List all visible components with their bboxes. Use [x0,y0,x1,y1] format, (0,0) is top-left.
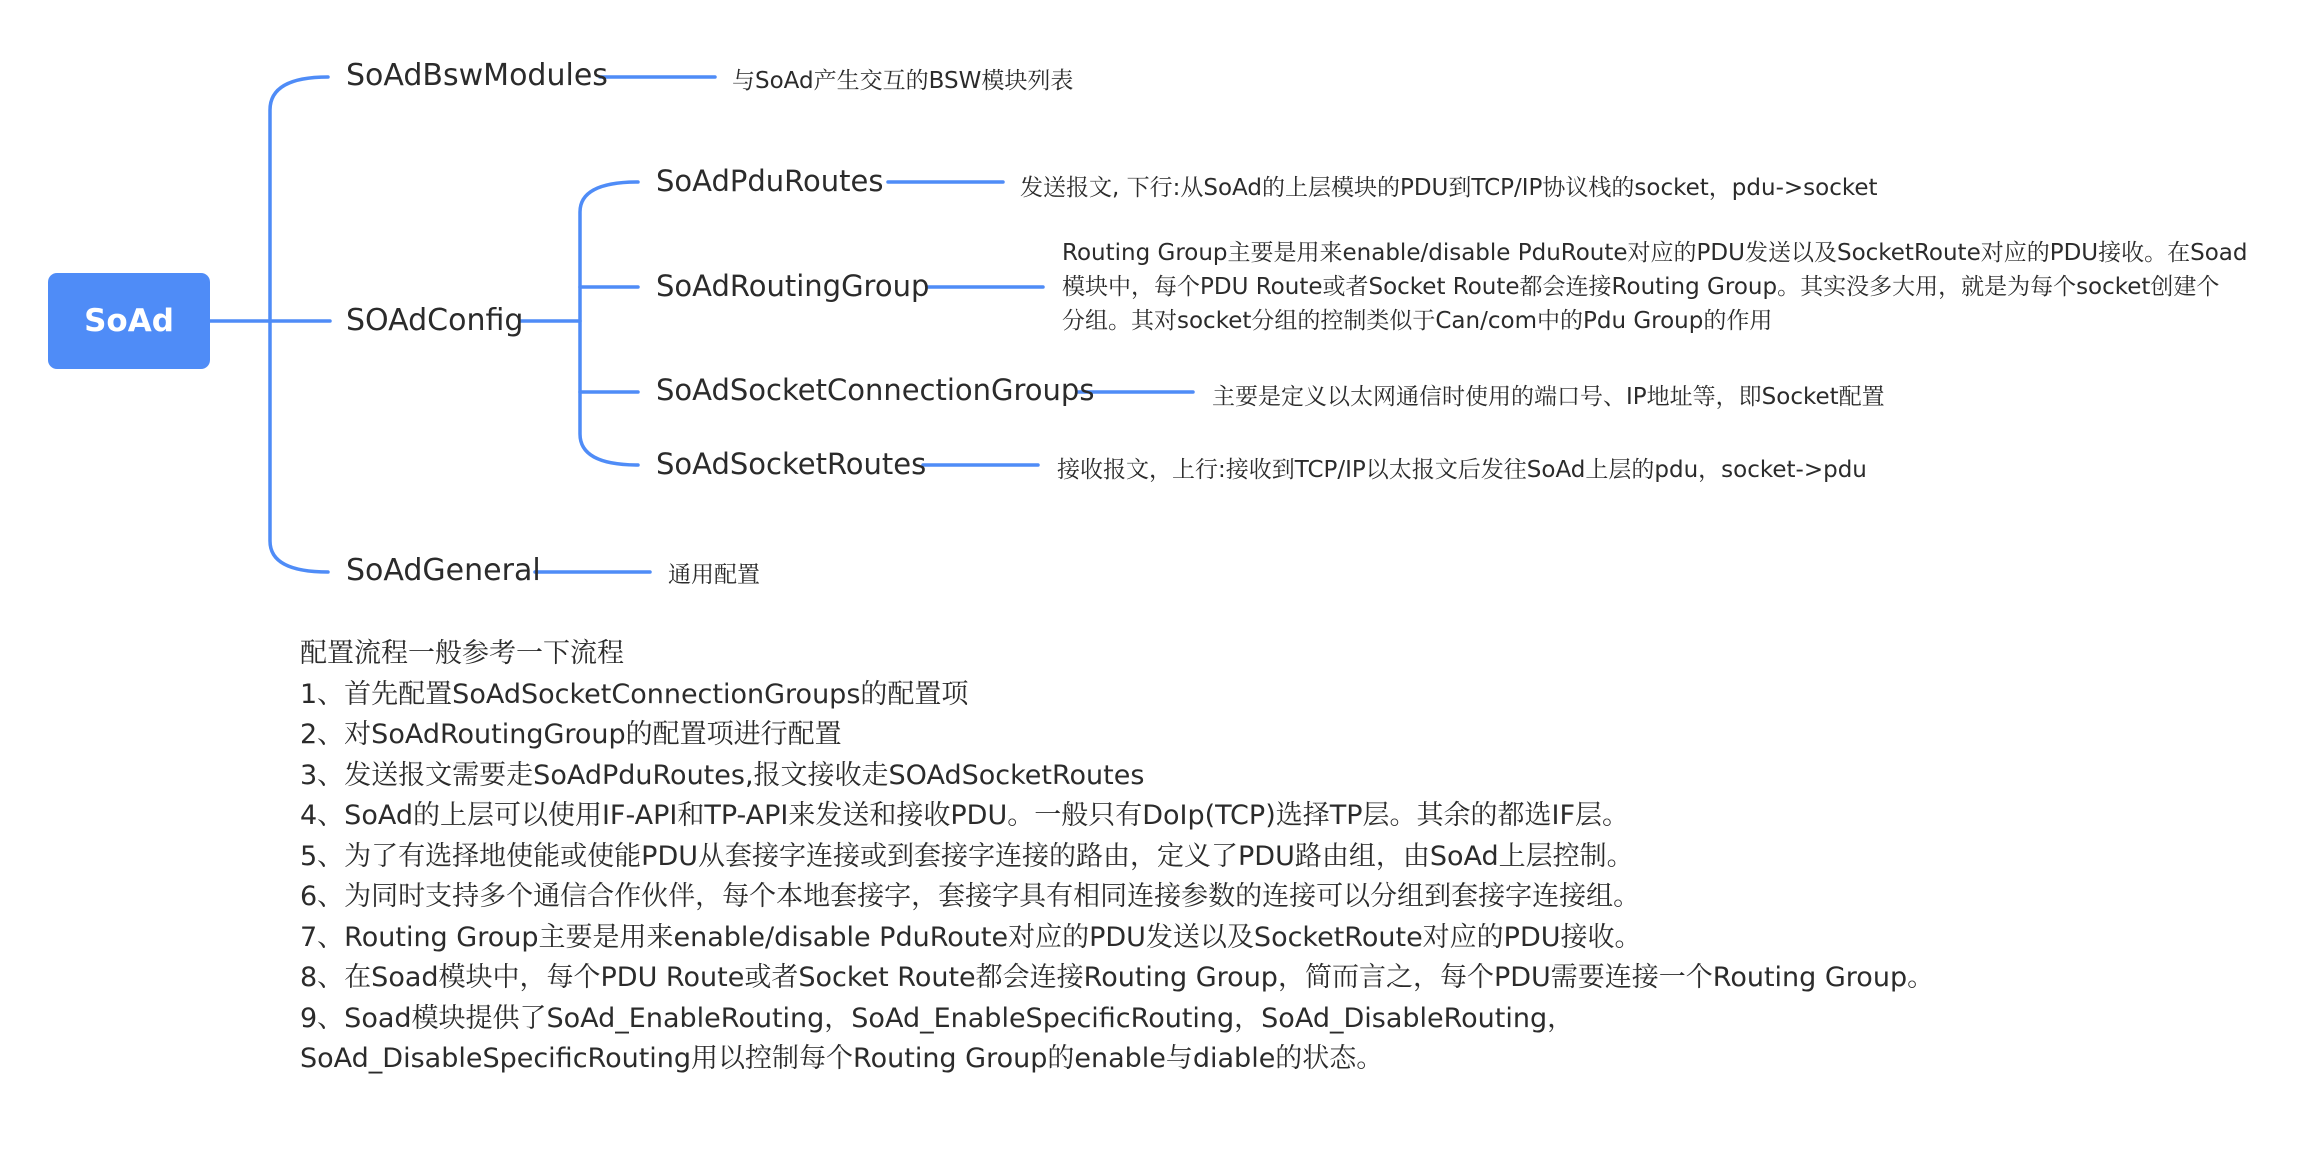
notes-item: 2、对SoAdRoutingGroup的配置项进行配置 [300,719,842,750]
desc-soadsocketconnectiongroups: 主要是定义以太网通信时使用的端口号、IP地址等，即Socket配置 [1212,384,1885,410]
desc-soadgeneral: 通用配置 [668,562,760,588]
notes-heading: 配置流程一般参考一下流程 [300,638,624,669]
root-node[interactable]: SoAd [48,273,210,369]
desc-soadroutinggroup [1062,236,2292,338]
desc-soadroutinggroup-line-3: 分组。其对socket分组的控制类似于Can/com中的Pdu Group的作用 [1062,308,1773,334]
notes-block [300,634,2280,1080]
desc-soadroutinggroup-line-1: Routing Group主要是用来enable/disable PduRoute对应的PDU发送以及SocketRoute对应的PDU接收。在Soad [1062,240,2248,266]
connector-trunk-l2 [580,182,638,465]
node-soadsocketconnectiongroups[interactable]: SoAdSocketConnectionGroups [656,373,1095,407]
desc-soadsocketroutes: 接收报文，上行:接收到TCP/IP以太报文后发往SoAd上层的pdu，socket->pdu [1057,457,1867,483]
node-soadconfig[interactable]: SOAdConfig [346,303,524,338]
node-soadsocketroutes[interactable]: SoAdSocketRoutes [656,447,927,481]
node-soadroutinggroup[interactable]: SoAdRoutingGroup [656,269,930,303]
notes-item: 3、发送报文需要走SoAdPduRoutes,报文接收走SOAdSocketRoutes [300,759,1145,791]
node-soadbswmodules[interactable]: SoAdBswModules [346,58,608,93]
notes-item: 5、为了有选择地使能或使能PDU从套接字连接或到套接字连接的路由，定义了PDU路由组，由SoAd上层控制。 [300,840,1634,872]
desc-soadpduroutes: 发送报文, 下行:从SoAd的上层模块的PDU到TCP/IP协议栈的socket，pdu->socket [1020,175,1878,201]
notes-item: 7、Routing Group主要是用来enable/disable PduRoute对应的PDU发送以及SocketRoute对应的PDU接收。 [300,921,1642,953]
desc-soadbswmodules: 与SoAd产生交互的BSW模块列表 [732,68,1074,94]
node-soadpduroutes[interactable]: SoAdPduRoutes [656,164,884,198]
notes-item: 8、在Soad模块中，每个PDU Route或者Socket Route都会连接Routing Group，简而言之，每个PDU需要连接一个Routing Group。 [300,962,1935,993]
node-soadgeneral[interactable]: SoAdGeneral [346,553,541,588]
connector-trunk-l1 [270,77,328,572]
desc-soadroutinggroup-line-2: 模块中，每个PDU Route或者Socket Route都会连接Routing Group。其实没多大用，就是为每个socket创建个 [1062,274,2220,300]
notes-item: 9、Soad模块提供了SoAd_EnableRouting，SoAd_EnableSpecificRouting，SoAd_DisableRouting， [300,1002,1575,1034]
notes-item: 4、SoAd的上层可以使用IF-API和TP-API来发送和接收PDU。一般只有DoIp(TCP)选择TP层。其余的都选IF层。 [300,800,1629,831]
notes-item: 1、首先配置SoAdSocketConnectionGroups的配置项 [300,678,969,710]
notes-item: 6、为同时支持多个通信合作伙伴，每个本地套接字，套接字具有相同连接参数的连接可以分组到套接字连接组。 [300,881,1641,912]
notes-item: SoAd_DisableSpecificRouting用以控制每个Routing Group的enable与diable的状态。 [300,1043,1384,1074]
